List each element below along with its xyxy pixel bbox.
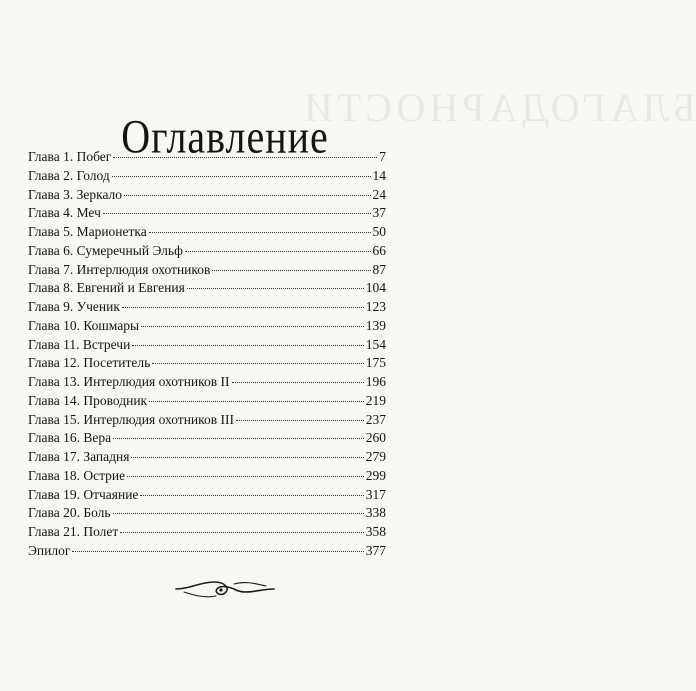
toc-entry-label: Глава 3. Зеркало [28,186,123,202]
toc-entry [28,523,386,542]
toc-entry-label: Глава 11. Встречи [28,336,131,352]
toc-entry [28,223,386,242]
toc-entry-page: 279 [365,449,386,464]
toc-entry-page: 139 [365,317,386,333]
toc-entry-page: 338 [365,505,386,521]
dot-leader [113,438,364,439]
dot-leader [212,270,370,271]
toc-entry-page: 7 [379,149,386,164]
toc-entry-label: Глава 15. Интерлюдия охотников III [28,411,235,427]
toc-entry-page: 358 [365,524,386,539]
dot-leader [113,513,364,514]
toc-entry-page: 219 [365,392,386,408]
toc-entry-label: Эпилог [28,542,71,558]
toc-entry [28,298,386,317]
dot-leader [103,213,371,214]
toc-entry [28,148,386,167]
dot-leader [132,345,363,346]
dot-leader [131,457,363,458]
toc-entry [28,336,386,355]
table-of-contents [28,148,386,561]
toc-entry-page: 299 [365,467,386,483]
toc-entry-page: 104 [365,280,386,296]
toc-entry-label: Глава 14. Проводник [28,392,148,408]
toc-entry [28,429,386,448]
toc-entry-page: 377 [365,542,386,558]
toc-entry-label: Глава 6. Сумеречный Эльф [28,242,183,258]
toc-entry [28,467,386,486]
toc-entry [28,317,386,336]
toc-entry-page: 50 [372,224,386,239]
toc-entry [28,411,386,430]
toc-entry-page: 154 [365,336,386,352]
toc-entry-label: Глава 10. Кошмары [28,317,140,333]
toc-entry-page: 66 [372,242,386,258]
dot-leader [72,551,363,552]
dot-leader [152,363,364,364]
toc-entry [28,486,386,505]
toc-entry-page: 196 [365,374,386,389]
toc-entry-label: Глава 12. Посетитель [28,355,151,371]
toc-entry [28,186,386,205]
toc-entry-label: Глава 1. Побег [28,149,112,164]
toc-entry [28,354,386,373]
toc-entry-label: Глава 9. Ученик [28,299,120,314]
toc-entry [28,392,386,411]
dot-leader [149,401,364,402]
toc-entry [28,167,386,186]
toc-entry-label: Глава 20. Боль [28,505,111,521]
toc-entry [28,204,386,223]
toc-entry-label: Глава 13. Интерлюдия охотников II [28,374,230,389]
toc-entry-page: 260 [365,430,386,446]
dot-leader [122,307,364,308]
toc-entry [28,279,386,298]
toc-entry-label: Глава 4. Меч [28,205,101,221]
toc-entry-page: 87 [372,261,386,277]
toc-entry-label: Глава 17. Западня [28,449,130,464]
toc-entry [28,261,386,280]
toc-entry-page: 237 [365,411,386,427]
dot-leader [187,288,364,289]
toc-entry [28,373,386,392]
toc-entry-page: 24 [372,186,386,202]
dot-leader [112,176,371,177]
toc-entry-page: 37 [372,205,386,221]
toc-entry-label: Глава 16. Вера [28,430,112,446]
dot-leader [120,532,363,533]
toc-entry-label: Глава 2. Голод [28,167,110,183]
flourish-ornament-icon [170,572,280,606]
dot-leader [185,251,371,252]
toc-entry-label: Глава 18. Острие [28,467,126,483]
page-title: Оглавление [121,109,329,163]
show-through-text: БЛАГОДАРНОСТИ [300,85,696,130]
dot-leader [127,476,364,477]
toc-entry [28,448,386,467]
toc-entry [28,504,386,523]
toc-entry-page: 14 [372,167,386,183]
toc-entry-page: 175 [365,355,386,371]
toc-entry [28,542,386,561]
dot-leader [232,382,364,383]
toc-entry-label: Глава 5. Марионетка [28,224,147,239]
dot-leader [124,195,370,196]
toc-entry [28,242,386,261]
toc-entry-label: Глава 8. Евгений и Евгения [28,280,185,296]
dot-leader [149,232,371,233]
dot-leader [113,157,377,158]
dot-leader [141,326,364,327]
toc-entry-page: 123 [365,299,386,314]
toc-entry-label: Глава 21. Полет [28,524,119,539]
dot-leader [140,495,363,496]
toc-entry-label: Глава 19. Отчаяние [28,486,139,502]
dot-leader [236,420,364,421]
toc-entry-label: Глава 7. Интерлюдия охотников [28,261,211,277]
toc-entry-page: 317 [365,486,386,502]
